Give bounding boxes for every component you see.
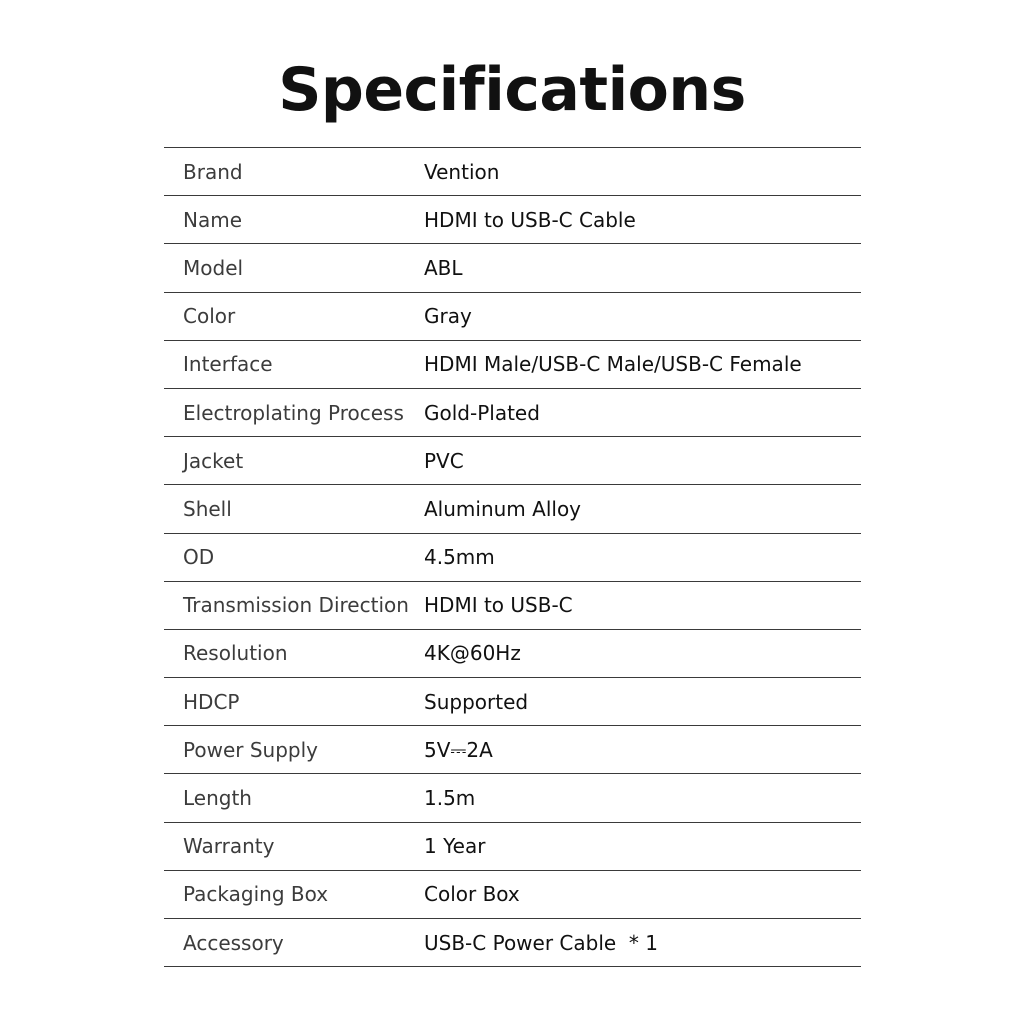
spec-label: Model	[183, 255, 244, 280]
spec-table	[164, 147, 861, 967]
spec-row-length	[164, 774, 861, 822]
spec-label: Interface	[183, 352, 273, 377]
spec-value: Gray	[424, 304, 472, 329]
spec-row-warranty	[164, 823, 861, 871]
spec-value: HDMI Male/USB-C Male/USB-C Female	[424, 352, 802, 377]
spec-row-electroplating	[164, 389, 861, 437]
spec-value: 4.5mm	[424, 545, 495, 570]
spec-value: HDMI to USB-C Cable	[424, 207, 636, 232]
spec-row-color	[164, 293, 861, 341]
spec-label: Jacket	[183, 448, 244, 473]
spec-value: Supported	[424, 689, 529, 714]
spec-label: Transmission Direction	[183, 593, 409, 618]
spec-value: PVC	[424, 448, 464, 473]
spec-label: Brand	[183, 159, 243, 184]
spec-row-shell	[164, 485, 861, 533]
spec-value: 5V⎓2A	[424, 737, 493, 762]
spec-row-od	[164, 534, 861, 582]
spec-label: Accessory	[183, 930, 284, 955]
spec-value: ABL	[424, 255, 463, 280]
spec-row-jacket	[164, 437, 861, 485]
spec-value: 4K@60Hz	[424, 641, 521, 666]
spec-row-packaging-box	[164, 871, 861, 919]
spec-label: Electroplating Process	[183, 400, 404, 425]
spec-value: 1.5m	[424, 786, 476, 811]
page-title: Specifications	[278, 55, 746, 125]
spec-row-power-supply	[164, 726, 861, 774]
spec-row-interface	[164, 341, 861, 389]
spec-row-brand	[164, 148, 861, 196]
spec-row-hdcp	[164, 678, 861, 726]
spec-label: Shell	[183, 496, 232, 521]
spec-label: Power Supply	[183, 737, 318, 762]
spec-label: Length	[183, 786, 252, 811]
spec-row-transmission-direction	[164, 582, 861, 630]
spec-value: USB-C Power Cable * 1	[424, 930, 658, 955]
spec-value: Color Box	[424, 882, 520, 907]
spec-label: Packaging Box	[183, 882, 329, 907]
spec-value: Vention	[424, 159, 500, 184]
spec-row-name	[164, 196, 861, 244]
spec-label: HDCP	[183, 689, 240, 714]
spec-value: 1 Year	[424, 834, 486, 859]
spec-label: Warranty	[183, 834, 275, 859]
spec-label: OD	[183, 545, 215, 570]
spec-label: Resolution	[183, 641, 288, 666]
spec-label: Name	[183, 207, 243, 232]
spec-label: Color	[183, 304, 236, 329]
spec-value: Aluminum Alloy	[424, 496, 582, 521]
spec-row-accessory	[164, 919, 861, 967]
spec-value: HDMI to USB-C	[424, 593, 573, 618]
spec-value: Gold-Plated	[424, 400, 540, 425]
spec-row-model	[164, 244, 861, 292]
spec-row-resolution	[164, 630, 861, 678]
